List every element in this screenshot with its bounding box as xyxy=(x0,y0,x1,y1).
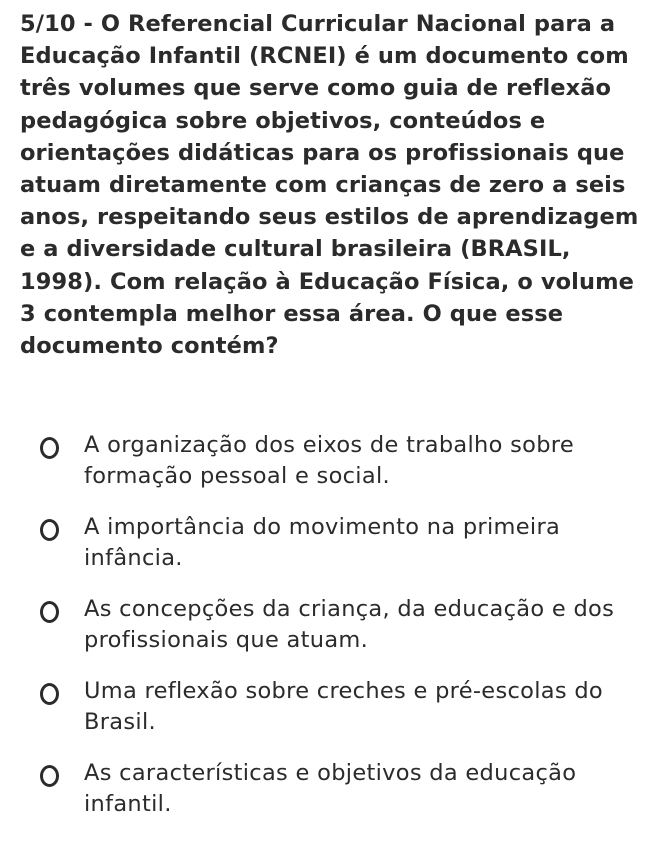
radio-button-icon[interactable] xyxy=(40,519,59,541)
radio-button-icon[interactable] xyxy=(40,601,59,623)
answer-option-5[interactable] xyxy=(0,758,654,840)
answer-option-label: As características e objetivos da educação infantil. xyxy=(84,760,577,817)
radio-button-icon[interactable] xyxy=(40,437,59,459)
answer-option-label: Uma reflexão sobre creches e pré-escolas do Brasil. xyxy=(84,678,603,735)
answer-options xyxy=(0,430,654,840)
answer-option-label: A importância do movimento na primeira infância. xyxy=(84,514,561,571)
answer-option-label: A organização dos eixos de trabalho sobre formação pessoal e social. xyxy=(84,432,575,489)
answer-option-4[interactable] xyxy=(0,676,654,758)
answer-option-1[interactable] xyxy=(0,430,654,512)
question-text: 5/10 - O Referencial Curricular Nacional para a Educação Infantil (RCNEI) é um documento com três volumes que serve como guia de reflexão pedagógica sobre objetivos, conteúdos e orientações didáticas para os profissionais que atuam diretamente com crianças de zero a seis anos, respeitando seus estilos de aprendizagem e a diversidade cultural brasileira (BRASIL, 1998). Com relação à Educação Física, o volume 3 contempla melhor essa área. O que esse documento contém? xyxy=(20,11,639,360)
answer-option-label: As concepções da criança, da educação e dos profissionais que atuam. xyxy=(84,596,615,653)
answer-option-2[interactable] xyxy=(0,512,654,594)
answer-option-3[interactable] xyxy=(0,594,654,676)
radio-button-icon[interactable] xyxy=(40,683,59,705)
radio-button-icon[interactable] xyxy=(40,765,59,787)
